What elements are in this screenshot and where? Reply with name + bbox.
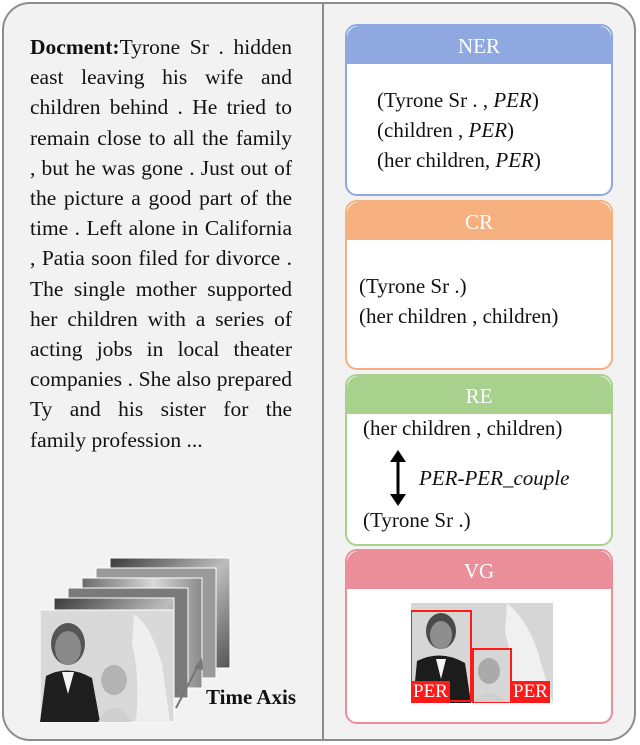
re-panel bbox=[345, 374, 613, 546]
cr-panel bbox=[345, 200, 613, 370]
re-title: RE bbox=[347, 376, 611, 414]
time-axis-label: Time Axis bbox=[206, 685, 297, 709]
relation-double-arrow bbox=[387, 450, 409, 506]
document-text bbox=[30, 32, 292, 455]
ner-title: NER bbox=[347, 26, 611, 64]
re-head-entity: (her children , children) bbox=[363, 416, 563, 440]
panel-divider bbox=[322, 4, 324, 739]
cr-title: CR bbox=[347, 202, 611, 240]
ner-panel bbox=[345, 24, 613, 196]
vg-tag-per: PER bbox=[513, 681, 548, 702]
re-tail-entity: (Tyrone Sr .) bbox=[363, 508, 471, 532]
vg-tag-per: PER bbox=[413, 681, 448, 702]
ner-item: (her children, PER) bbox=[377, 148, 541, 172]
re-relation-label: PER-PER_couple bbox=[419, 466, 570, 490]
vg-title: VG bbox=[347, 551, 611, 589]
ner-item: (Tyrone Sr . , PER) bbox=[377, 88, 539, 112]
ner-item: (children , PER) bbox=[377, 118, 515, 142]
vg-panel bbox=[345, 549, 613, 724]
document-label: Docment: bbox=[30, 35, 120, 59]
figure-frame bbox=[2, 2, 636, 741]
cr-item: (her children , children) bbox=[359, 304, 559, 328]
document-body: Tyrone Sr . hidden east leaving his wife and children behind . He tried to remain close to all the family , but he was gone . Just out of the picture a good part of the time . Left alone in California , Patia soon filed for divorce . The single mother supported her children with a series of acting jobs in local theater companies . She also prepared Ty and his sister for the family profession ... bbox=[30, 35, 292, 452]
time-axis-arrow bbox=[170, 654, 206, 714]
cr-item: (Tyrone Sr .) bbox=[359, 274, 467, 298]
